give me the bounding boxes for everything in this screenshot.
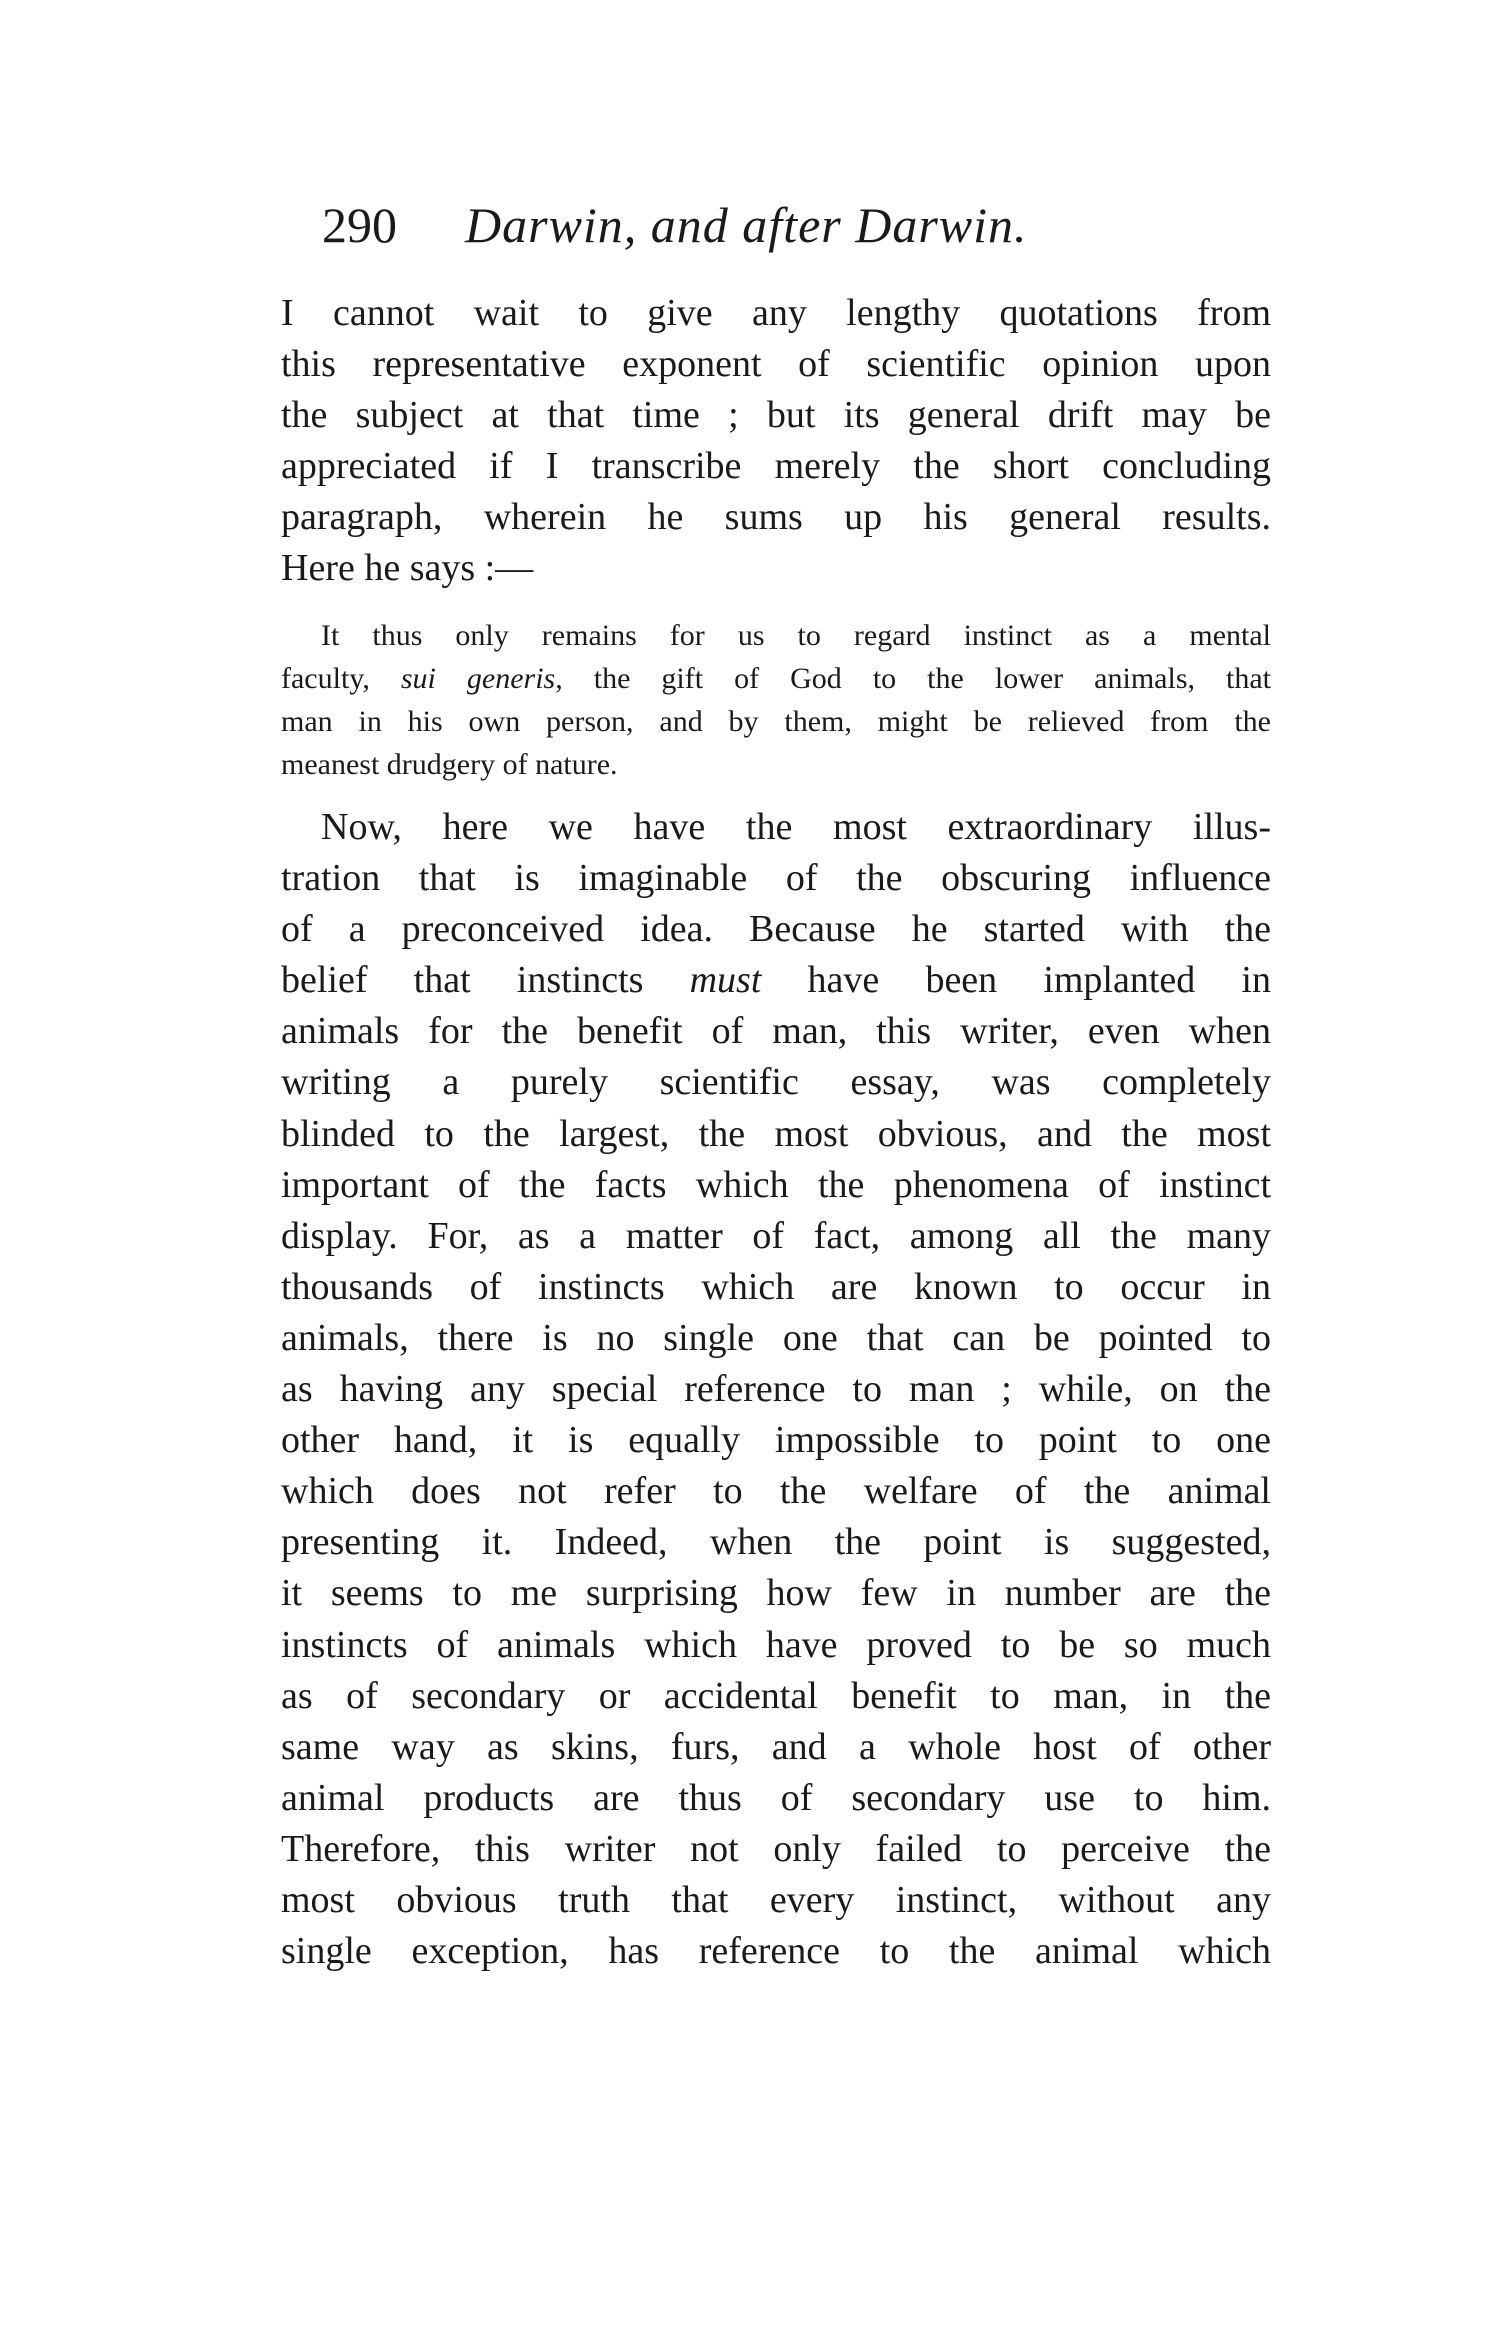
- text-line: blinded to the largest, the most obvious, and the most: [281, 1112, 1271, 1155]
- text-line: thousands of instincts which are known to occur in: [281, 1265, 1271, 1308]
- text-line: appreciated if I transcribe merely the short concluding: [281, 445, 1271, 488]
- line-text: belief that instincts: [281, 959, 690, 1002]
- text-line: writing a purely scientific essay, was completely: [281, 1061, 1271, 1104]
- line-text: have been implanted in: [761, 959, 1271, 1002]
- text-line: presenting it. Indeed, when the point is suggested,: [281, 1521, 1271, 1564]
- page-number: 290: [322, 197, 397, 253]
- text-line: Therefore, this writer not only failed to perceive the: [281, 1827, 1271, 1870]
- text-line: as having any special reference to man ; while, on the: [281, 1368, 1271, 1411]
- text-line: important of the facts which the phenomena of instinct: [281, 1163, 1271, 1206]
- text-line: paragraph, wherein he sums up his general results.: [281, 496, 1271, 539]
- text-line: tration that is imaginable of the obscuring influence: [281, 857, 1271, 900]
- text-line: [281, 955, 1271, 1006]
- text-line: which does not refer to the welfare of the animal: [281, 1470, 1271, 1513]
- block-quote: [281, 614, 1271, 786]
- quote-line: man in his own person, and by them, might be relieved from the: [281, 705, 1271, 738]
- text-line: animal products are thus of secondary use to him.: [281, 1776, 1271, 1819]
- quote-line: [281, 657, 1271, 700]
- quote-line: meanest drudgery of nature.: [281, 748, 618, 781]
- text-line: animals for the benefit of man, this writer, even when: [281, 1010, 1271, 1053]
- text-line: single exception, has reference to the animal which: [281, 1930, 1271, 1973]
- text-line: I cannot wait to give any lengthy quotations from: [281, 292, 1271, 334]
- text-line: display. For, as a matter of fact, among all the many: [281, 1214, 1271, 1257]
- text-line: same way as skins, furs, and a whole host of other: [281, 1725, 1271, 1768]
- text-line: Now, here we have the most extraordinary illus-: [321, 806, 1271, 848]
- text-line: it seems to me surprising how few in number are the: [281, 1572, 1271, 1615]
- paragraph-2: [281, 802, 1271, 1977]
- text-line: Here he says :—: [281, 547, 534, 590]
- text-line: of a preconceived idea. Because he started with the: [281, 908, 1271, 951]
- text-line: instincts of animals which have proved to be so much: [281, 1623, 1271, 1666]
- text-line: most obvious truth that every instinct, without any: [281, 1878, 1271, 1921]
- running-title: Darwin, and after Darwin.: [465, 197, 1028, 253]
- quote-line: It thus only remains for us to regard instinct as a mental: [321, 619, 1271, 652]
- paragraph-1: [281, 288, 1271, 595]
- quote-text: faculty,: [281, 662, 401, 695]
- italic-phrase: sui generis: [400, 662, 556, 695]
- text-line: other hand, it is equally impossible to point to one: [281, 1419, 1271, 1462]
- quote-text: , the gift of God to the lower animals, that: [555, 662, 1272, 695]
- text-line: the subject at that time ; but its general drift may be: [281, 394, 1271, 437]
- text-line: animals, there is no single one that can be pointed to: [281, 1316, 1271, 1359]
- text-line: this representative exponent of scientific opinion upon: [281, 343, 1271, 386]
- text-line: as of secondary or accidental benefit to man, in the: [281, 1674, 1271, 1717]
- italic-word: must: [689, 959, 762, 1002]
